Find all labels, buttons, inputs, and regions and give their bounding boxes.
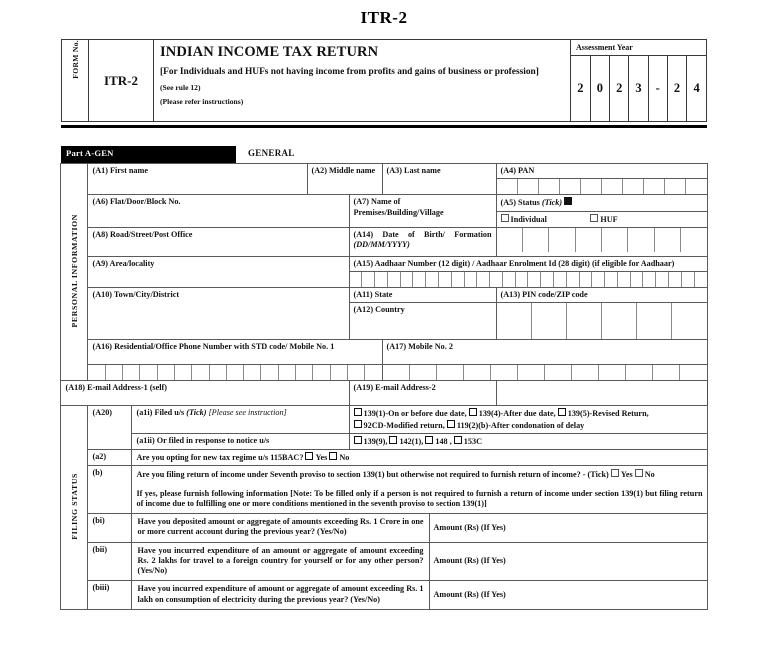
field-a2-label: (a2) bbox=[92, 452, 107, 461]
char-box[interactable] bbox=[388, 272, 401, 287]
char-box[interactable] bbox=[383, 365, 410, 380]
row-bi-id: (bi) bbox=[92, 516, 105, 525]
field-a14-dob-boxes[interactable] bbox=[496, 227, 707, 256]
char-box[interactable] bbox=[599, 365, 626, 380]
char-box[interactable] bbox=[567, 303, 602, 339]
char-box[interactable] bbox=[88, 365, 105, 380]
field-a5-tick-hint: (Tick) bbox=[541, 198, 563, 208]
field-a13-pin-boxes[interactable] bbox=[496, 303, 707, 340]
field-a19-label: (A19) E-mail Address-2 bbox=[353, 383, 436, 393]
field-a11-label: (A11) State bbox=[353, 290, 393, 299]
field-a8-road-street[interactable] bbox=[88, 227, 349, 256]
char-box[interactable] bbox=[413, 272, 426, 287]
field-a18-label: (A18) E-mail Address-1 (self) bbox=[65, 383, 167, 393]
char-box[interactable] bbox=[296, 365, 313, 380]
field-b-note: If yes, please furnish following information [Note: To be filled only if a person is not required to furnish a return of income under section 139(1) but filing return of income due to fulfilling one or more conditions mentioned in the seventh proviso to section 139(1)] bbox=[136, 488, 703, 508]
char-box[interactable] bbox=[261, 365, 278, 380]
checkbox-b-yes-label: Yes bbox=[620, 470, 633, 480]
char-box[interactable] bbox=[331, 365, 348, 380]
checkbox-139-1-icon[interactable] bbox=[354, 408, 362, 416]
char-box[interactable] bbox=[497, 303, 532, 339]
checkbox-139-5-label: 139(5)-Revised Return, bbox=[567, 409, 649, 419]
assessment-year-cell bbox=[571, 40, 707, 122]
char-box[interactable] bbox=[539, 179, 560, 194]
char-box[interactable] bbox=[210, 365, 227, 380]
field-a10-town-city[interactable] bbox=[88, 288, 349, 340]
char-box[interactable] bbox=[626, 365, 653, 380]
char-box[interactable] bbox=[158, 365, 175, 380]
field-a3-last-name[interactable] bbox=[382, 164, 496, 195]
form-header-table bbox=[61, 39, 707, 122]
field-a1i-options[interactable] bbox=[349, 406, 707, 434]
char-box[interactable] bbox=[497, 179, 518, 194]
field-b-label: (b) bbox=[92, 468, 103, 478]
char-box[interactable] bbox=[631, 272, 644, 287]
char-box[interactable] bbox=[602, 228, 628, 252]
checkbox-153c-icon[interactable] bbox=[454, 436, 462, 444]
field-a4-label: (A4) PAN bbox=[500, 166, 535, 175]
char-box[interactable] bbox=[541, 272, 554, 287]
char-box[interactable] bbox=[545, 365, 572, 380]
char-box[interactable] bbox=[503, 272, 516, 287]
checkbox-142-1-icon[interactable] bbox=[389, 436, 397, 444]
row-bii-question: Have you incurred expenditure of an amount or aggregate of amount exceeding Rs. 2 lakhs for travel to a foreign country for yourself or for any other person? (Yes/No) bbox=[132, 542, 429, 581]
char-box[interactable] bbox=[567, 272, 580, 287]
field-a1i-label-cell bbox=[132, 406, 349, 434]
char-box[interactable] bbox=[681, 228, 706, 252]
checkbox-b-no-icon[interactable] bbox=[635, 469, 643, 477]
checkbox-119-2b-icon[interactable] bbox=[447, 420, 455, 428]
field-a16-label: (A16) Residential/Office Phone Number with STD code/ Mobile No. 1 bbox=[92, 342, 335, 352]
field-a20-label: (A20) bbox=[92, 408, 113, 418]
checkbox-153c-label: 153C bbox=[463, 436, 482, 446]
checkbox-139-5[interactable] bbox=[558, 409, 649, 418]
field-a12-country[interactable] bbox=[349, 303, 496, 340]
field-a14-dob-label-cell bbox=[349, 227, 496, 256]
char-box[interactable] bbox=[227, 365, 244, 380]
field-a17-mobile2-boxes[interactable] bbox=[382, 365, 707, 381]
char-box[interactable] bbox=[628, 228, 654, 252]
side-label-filing-status: FILING STATUS bbox=[61, 406, 88, 610]
row-bi-question: Have you deposited amount or aggregate of amounts exceeding Rs. 1 Crore in one or more current account during the previous year? (Yes/No) bbox=[132, 514, 429, 543]
checkbox-139-5-icon[interactable] bbox=[558, 408, 566, 416]
checkbox-119-2b[interactable] bbox=[447, 421, 584, 430]
field-a13-pin-label-cell bbox=[496, 288, 707, 303]
itr2-form-page bbox=[0, 8, 768, 657]
field-a6-flat-door-block[interactable] bbox=[88, 195, 349, 228]
form-no-label: FORM No. bbox=[70, 40, 80, 79]
char-box[interactable] bbox=[618, 272, 631, 287]
char-box[interactable] bbox=[410, 365, 437, 380]
char-box[interactable] bbox=[518, 179, 539, 194]
char-box[interactable] bbox=[175, 365, 192, 380]
checkbox-a2-no-icon[interactable] bbox=[329, 452, 337, 460]
char-box[interactable] bbox=[491, 365, 518, 380]
char-box[interactable] bbox=[437, 365, 464, 380]
field-a14-format: (DD/MM/YYYY) bbox=[353, 240, 410, 249]
assessment-year-digit-1[interactable]: 0 bbox=[590, 56, 609, 121]
part-a-gen-section-label: GENERAL bbox=[248, 148, 295, 158]
char-box[interactable] bbox=[465, 272, 478, 287]
checkbox-139-9-icon[interactable] bbox=[354, 436, 362, 444]
a1i-options-line-1 bbox=[354, 408, 703, 419]
char-box[interactable] bbox=[516, 272, 529, 287]
row-biii-question: Have you incurred expenditure of amount or aggregate of amount exceeding Rs. 1 lakh on consumption of electricity during the previous year? (Yes/No) bbox=[132, 581, 429, 610]
field-a2-question: Are you opting for new tax regime u/s 115BAC? bbox=[136, 453, 304, 462]
tick-marker-icon bbox=[564, 197, 572, 205]
char-box[interactable] bbox=[313, 365, 330, 380]
checkbox-148-label: 148 , bbox=[435, 436, 452, 446]
row-biii-amount[interactable]: Amount (Rs) (If Yes) bbox=[429, 581, 707, 610]
field-a4-pan-boxes[interactable] bbox=[496, 179, 707, 195]
char-box[interactable] bbox=[644, 179, 665, 194]
checkbox-individual-icon[interactable] bbox=[501, 214, 509, 222]
checkbox-a2-yes-icon[interactable] bbox=[305, 452, 313, 460]
char-box[interactable] bbox=[680, 365, 706, 380]
char-box[interactable] bbox=[279, 365, 296, 380]
char-box[interactable] bbox=[140, 365, 157, 380]
char-box[interactable] bbox=[518, 365, 545, 380]
char-box[interactable] bbox=[655, 228, 681, 252]
checkbox-139-4-icon[interactable] bbox=[469, 408, 477, 416]
checkbox-139-9-label: 139(9), bbox=[363, 436, 388, 446]
char-box[interactable] bbox=[653, 365, 680, 380]
char-box[interactable] bbox=[365, 365, 381, 380]
char-box[interactable] bbox=[123, 365, 140, 380]
char-box[interactable] bbox=[572, 365, 599, 380]
assessment-year-digit-2[interactable]: 2 bbox=[610, 56, 629, 121]
field-a7-label: (A7) Name of Premises/Building/Village bbox=[353, 197, 444, 217]
checkbox-92cd[interactable] bbox=[354, 421, 445, 430]
field-a1ii-label-cell bbox=[132, 433, 349, 449]
form-instructions-note: (Please refer instructions) bbox=[160, 97, 244, 107]
field-a1i-instruction: [Please see instruction] bbox=[208, 408, 287, 418]
field-a20-label-cell bbox=[88, 406, 132, 450]
field-a5-status-label-cell bbox=[496, 195, 707, 211]
field-a15-label: (A15) Aadhaar Number (12 digit) / Aadhaar Enrolment Id (28 digit) (if eligible for Aadhaar) bbox=[353, 258, 675, 268]
field-a13-label: (A13) PIN code/ZIP code bbox=[500, 290, 588, 299]
checkbox-139-4[interactable] bbox=[469, 409, 556, 418]
checkbox-92cd-icon[interactable] bbox=[354, 420, 362, 428]
checkbox-92cd-label: 92CD-Modified return, bbox=[363, 420, 445, 430]
field-a1-first-name[interactable] bbox=[88, 164, 307, 195]
char-box[interactable] bbox=[452, 272, 465, 287]
char-box[interactable] bbox=[350, 272, 363, 287]
field-a18-email1[interactable] bbox=[61, 381, 349, 406]
char-box[interactable] bbox=[686, 179, 706, 194]
field-b-content-cell[interactable] bbox=[132, 466, 707, 514]
option-individual[interactable] bbox=[501, 214, 547, 225]
field-a1i-tick-hint: (Tick) bbox=[186, 408, 207, 418]
char-box[interactable] bbox=[560, 179, 581, 194]
assessment-year-digit-0[interactable]: 2 bbox=[571, 56, 590, 121]
checkbox-a2-yes-label: Yes bbox=[315, 453, 328, 462]
form-title-cell bbox=[154, 40, 571, 122]
field-a4-pan-label-cell bbox=[496, 164, 707, 179]
checkbox-119-2b-label: 119(2)(b)-After condonation of delay bbox=[456, 420, 585, 430]
field-a15-aadhaar-label-cell bbox=[349, 256, 707, 271]
char-box[interactable] bbox=[439, 272, 452, 287]
assessment-year-digits bbox=[571, 56, 706, 121]
checkbox-153c[interactable] bbox=[454, 437, 482, 446]
form-header-block bbox=[61, 39, 707, 122]
field-a2-middle-name[interactable] bbox=[307, 164, 382, 195]
row-bi-id-cell bbox=[88, 514, 132, 543]
row-biii-id: (biii) bbox=[92, 583, 110, 593]
row-bi-amount[interactable]: Amount (Rs) (If Yes) bbox=[429, 514, 707, 543]
field-a1ii-options[interactable] bbox=[349, 433, 707, 449]
field-a14-label: (A14) Date of Birth/ Formation bbox=[353, 229, 492, 239]
char-box[interactable] bbox=[528, 272, 541, 287]
assessment-year-digit-6[interactable]: 4 bbox=[687, 56, 706, 121]
field-a3-label: (A3) Last name bbox=[386, 166, 441, 175]
char-box[interactable] bbox=[106, 365, 123, 380]
field-a12-label: (A12) Country bbox=[353, 305, 405, 315]
page-title: ITR-2 bbox=[360, 8, 408, 27]
char-box[interactable] bbox=[605, 272, 618, 287]
char-box[interactable] bbox=[532, 303, 567, 339]
field-a16-phone[interactable] bbox=[88, 340, 382, 365]
char-box[interactable] bbox=[477, 272, 490, 287]
form-rule-note: (See rule 12) bbox=[160, 83, 201, 93]
char-box[interactable] bbox=[695, 272, 707, 287]
checkbox-139-1[interactable] bbox=[354, 409, 467, 418]
checkbox-139-1-label: 139(1)-On or before due date, bbox=[363, 409, 467, 419]
field-a7-premises-name[interactable] bbox=[349, 195, 496, 228]
assessment-year-label: Assessment Year bbox=[571, 40, 706, 56]
row-bii-amount[interactable]: Amount (Rs) (If Yes) bbox=[429, 542, 707, 581]
assessment-year-digit-4[interactable]: - bbox=[648, 56, 667, 121]
field-a2-label-cell bbox=[88, 450, 132, 466]
assessment-year-digit-5[interactable]: 2 bbox=[667, 56, 686, 121]
char-box[interactable] bbox=[602, 179, 623, 194]
char-box[interactable] bbox=[401, 272, 414, 287]
char-box[interactable] bbox=[665, 179, 686, 194]
char-box[interactable] bbox=[464, 365, 491, 380]
field-a15-aadhaar-boxes[interactable] bbox=[349, 272, 707, 288]
char-box[interactable] bbox=[192, 365, 209, 380]
char-box[interactable] bbox=[669, 272, 682, 287]
field-b-question-block bbox=[136, 469, 702, 480]
field-a1i-label: (a1i) Filed u/s bbox=[136, 408, 185, 418]
char-box[interactable] bbox=[348, 365, 365, 380]
checkbox-142-1-label: 142(1), bbox=[399, 436, 424, 446]
field-a2-label: (A2) Middle name bbox=[311, 166, 376, 175]
form-code-cell: ITR-2 bbox=[89, 40, 154, 122]
char-box[interactable] bbox=[672, 303, 706, 339]
checkbox-b-no-label: No bbox=[644, 470, 655, 480]
option-huf-label: HUF bbox=[600, 214, 618, 224]
field-a8-label: (A8) Road/Street/Post Office bbox=[92, 229, 193, 239]
field-a19-email2[interactable] bbox=[349, 381, 496, 406]
field-a16-phone-boxes[interactable] bbox=[88, 365, 382, 381]
char-box[interactable] bbox=[244, 365, 261, 380]
row-bii-id: (bii) bbox=[92, 544, 108, 554]
row-biii-id-cell bbox=[88, 581, 132, 610]
field-a17-label: (A17) Mobile No. 2 bbox=[386, 342, 453, 352]
assessment-year-digit-3[interactable]: 3 bbox=[629, 56, 648, 121]
form-subtitle: [For Individuals and HUFs not having income from profits and gains of business or profession] bbox=[160, 67, 539, 77]
checkbox-139-9[interactable] bbox=[354, 437, 388, 446]
char-box[interactable] bbox=[375, 272, 388, 287]
char-box[interactable] bbox=[580, 272, 593, 287]
char-box[interactable] bbox=[554, 272, 567, 287]
checkbox-139-4-label: 139(4)-After due date, bbox=[478, 409, 556, 419]
char-box[interactable] bbox=[497, 228, 523, 252]
field-a1ii-label: (a1ii) Or filed in response to notice u/s bbox=[136, 435, 270, 445]
char-box[interactable] bbox=[523, 228, 549, 252]
field-a2-question-cell[interactable] bbox=[132, 450, 707, 466]
char-box[interactable] bbox=[637, 303, 672, 339]
field-a6-label: (A6) Flat/Door/Block No. bbox=[92, 197, 181, 207]
field-b-question: Are you filing return of income under Seventh proviso to section 139(1) but otherwise not required to furnish return of income? - (Tick) bbox=[136, 470, 609, 480]
char-box[interactable] bbox=[581, 179, 602, 194]
char-box[interactable] bbox=[490, 272, 503, 287]
char-box[interactable] bbox=[592, 272, 605, 287]
char-box[interactable] bbox=[576, 228, 602, 252]
form-main-title: INDIAN INCOME TAX RETURN bbox=[160, 44, 379, 60]
char-box[interactable] bbox=[643, 272, 656, 287]
char-box[interactable] bbox=[602, 303, 637, 339]
char-box[interactable] bbox=[682, 272, 695, 287]
side-label-personal-information: PERSONAL INFORMATION bbox=[61, 164, 88, 381]
checkbox-148-icon[interactable] bbox=[425, 436, 433, 444]
char-box[interactable] bbox=[549, 228, 575, 252]
form-body-table bbox=[60, 163, 707, 610]
char-box[interactable] bbox=[362, 272, 375, 287]
field-a5-label: (A5) Status bbox=[500, 198, 540, 208]
checkbox-142-1[interactable] bbox=[389, 437, 423, 446]
checkbox-huf-icon[interactable] bbox=[590, 214, 598, 222]
field-b-label-cell bbox=[88, 466, 132, 514]
checkbox-a2-no-label: No bbox=[339, 453, 350, 462]
field-a5-status-options[interactable] bbox=[496, 211, 707, 227]
char-box[interactable] bbox=[623, 179, 644, 194]
checkbox-148[interactable] bbox=[425, 437, 451, 446]
field-a11-state[interactable] bbox=[349, 288, 496, 303]
option-huf[interactable] bbox=[590, 214, 617, 225]
row-bii-id-cell bbox=[88, 542, 132, 581]
char-box[interactable] bbox=[426, 272, 439, 287]
part-a-gen-divider bbox=[61, 125, 707, 145]
part-a-gen-label: Part A-GEN bbox=[61, 146, 236, 163]
form-no-cell bbox=[62, 40, 89, 122]
field-a17-mobile2[interactable] bbox=[382, 340, 707, 365]
checkbox-b-yes-icon[interactable] bbox=[611, 469, 619, 477]
a1i-options-line-2 bbox=[354, 420, 703, 431]
field-a9-label: (A9) Area/locality bbox=[92, 258, 155, 268]
char-box[interactable] bbox=[656, 272, 669, 287]
field-a1-label: (A1) First name bbox=[92, 166, 148, 175]
field-a10-label: (A10) Town/City/District bbox=[92, 290, 180, 299]
part-a-gen-bar bbox=[61, 146, 707, 163]
option-individual-label: Individual bbox=[510, 214, 547, 224]
field-a9-area-locality[interactable] bbox=[88, 256, 349, 287]
